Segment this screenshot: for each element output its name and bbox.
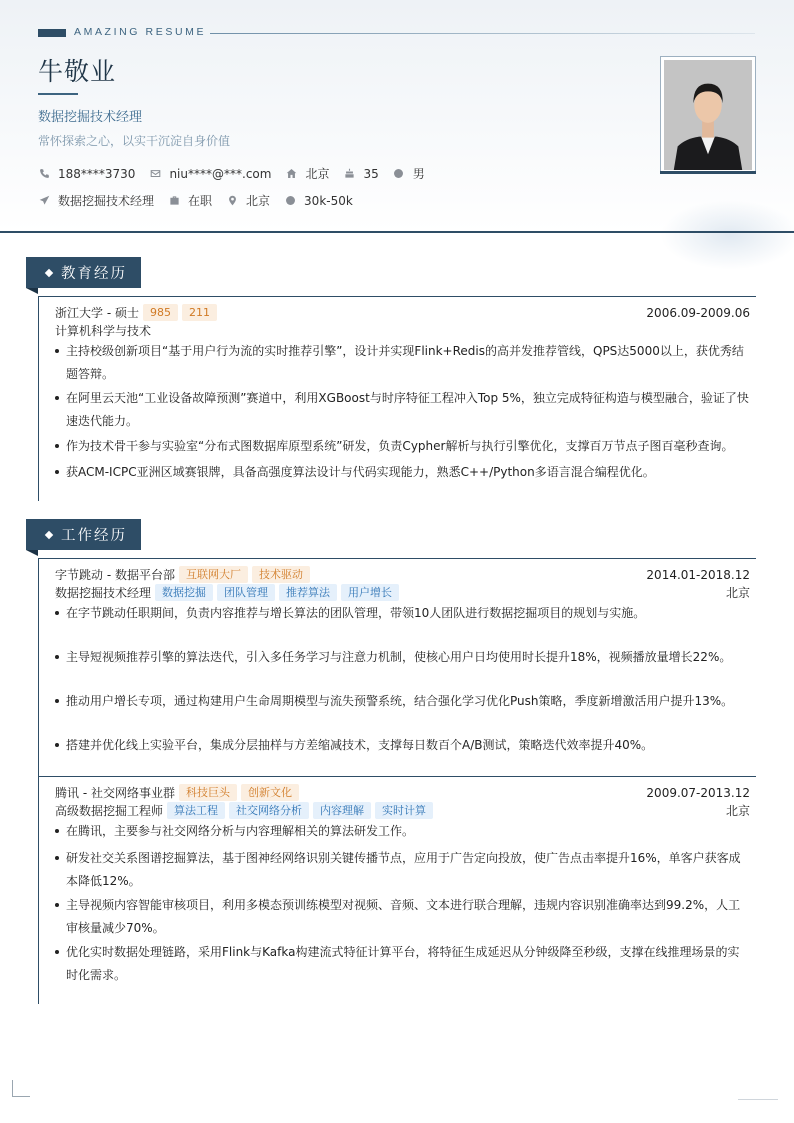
work-section-header	[26, 519, 141, 550]
profile-photo-frame	[660, 56, 756, 174]
list-item: 研发社交关系图谱挖掘算法，基于图神经网络识别关键传播节点，应用于广告定向投放，使广告点击率提升16%，单客户获客成本降低12%。	[55, 847, 750, 892]
photo-accent-bar	[660, 171, 756, 174]
contact-row	[38, 165, 439, 182]
school-name: 浙江大学 - 硕士	[55, 306, 139, 320]
mail-icon	[149, 168, 161, 180]
skill-tag: 社交网络分析	[229, 802, 309, 819]
salary-item	[284, 194, 353, 208]
send-icon	[38, 195, 50, 207]
education-heading: 教育经历	[61, 266, 127, 282]
age-item	[343, 167, 378, 181]
phone-item	[38, 167, 135, 181]
list-item: 作为技术骨干参与实验室“分布式图数据库原型系统”研发，负责Cypher解析与执行引擎优化，支撑百万节点子图百毫秒查询。	[55, 435, 750, 458]
work-position-line	[55, 584, 750, 601]
briefcase-icon	[168, 195, 180, 207]
education-headline	[55, 304, 750, 321]
list-item: 主导短视频推荐引擎的算法迭代，引入多任务学习与注意力机制，使核心用户日均使用时长提升18%，视频播放量增长22%。	[55, 646, 750, 669]
target-city-text: 北京	[246, 194, 271, 208]
skill-tag: 用户增长	[341, 584, 399, 601]
skill-tag: 实时计算	[375, 802, 433, 819]
school-tag: 211	[182, 304, 217, 321]
status-item	[168, 192, 212, 209]
candidate-title: 数据挖掘技术经理	[38, 110, 143, 125]
skill-tag: 算法工程	[167, 802, 225, 819]
major: 计算机科学与技术	[55, 324, 152, 338]
list-item: 优化实时数据处理链路，采用Flink与Kafka构建流式特征计算平台，将特征生成延迟从分钟级降至秒级，支撑在线推理场景的实时化需求。	[55, 941, 750, 986]
gender-item	[393, 165, 425, 182]
skill-tag: 推荐算法	[279, 584, 337, 601]
phone-icon	[38, 168, 50, 180]
gender-icon	[393, 168, 405, 180]
skill-tag: 数据挖掘	[155, 584, 213, 601]
intent-row	[38, 192, 367, 209]
phone-text: 188****3730	[58, 166, 136, 181]
company-name: 字节跳动 - 数据平台部	[55, 568, 175, 582]
status-text: 在职	[188, 194, 213, 208]
location-icon	[226, 195, 238, 207]
work-city: 北京	[725, 804, 750, 818]
education-entry	[38, 296, 756, 501]
page-corner-mark	[12, 1080, 30, 1097]
education-major-line	[55, 322, 750, 339]
school-tag: 985	[143, 304, 178, 321]
company-name: 腾讯 - 社交网络事业群	[55, 786, 175, 800]
work-heading: 工作经历	[61, 528, 127, 544]
work-date: 2014.01-2018.12	[646, 567, 750, 582]
list-item: 主导视频内容智能审核项目，利用多模态预训练模型对视频、音频、文本进行联合理解，违规内容识别准确率达到99.2%，人工审核量减少70%。	[55, 894, 750, 939]
city-item	[226, 192, 270, 209]
work-city: 北京	[725, 586, 750, 600]
brand-text: AMAZING RESUME	[74, 26, 207, 38]
company-tag: 互联网大厂	[179, 566, 248, 583]
cake-icon	[343, 168, 355, 180]
company-tag: 创新文化	[241, 784, 299, 801]
position-name: 高级数据挖掘工程师	[55, 804, 164, 818]
gender-text: 男	[412, 167, 425, 181]
candidate-name: 牛敬业	[38, 57, 117, 86]
header-divider	[0, 231, 794, 233]
work-headline	[55, 784, 750, 801]
diamond-icon	[45, 530, 53, 538]
position-name: 数据挖掘技术经理	[55, 586, 152, 600]
hometown-text: 北京	[305, 167, 330, 181]
list-item: 在字节跳动任职期间，负责内容推荐与增长算法的团队管理，带领10人团队进行数据挖掘项目的规划与实施。	[55, 602, 750, 625]
list-item: 搭建并优化线上实验平台，集成分层抽样与方差缩减技术，支撑每日数百个A/B测试，策略迭代效率提升40%。	[55, 734, 750, 757]
skill-tag: 团队管理	[217, 584, 275, 601]
position-item	[38, 192, 154, 209]
company-tag: 科技巨头	[179, 784, 237, 801]
home-icon	[285, 168, 297, 180]
list-item: 在腾讯，主要参与社交网络分析与内容理解相关的算法研发工作。	[55, 820, 750, 843]
work-entry-bytedance	[38, 558, 756, 776]
candidate-motto: 常怀探索之心，以实干沉淀自身价值	[38, 134, 231, 148]
work-date: 2009.07-2013.12	[646, 785, 750, 800]
skill-tag: 内容理解	[313, 802, 371, 819]
work-entry-tencent	[38, 776, 756, 1004]
brand-rule	[210, 33, 755, 34]
education-date: 2006.09-2009.06	[646, 305, 750, 320]
company-tag: 技术驱动	[252, 566, 310, 583]
target-position-text: 数据挖掘技术经理	[58, 194, 155, 208]
page-corner-rule	[738, 1099, 778, 1100]
list-item: 推动用户增长专项，通过构建用户生命周期模型与流失预警系统，结合强化学习优化Push策略，季度新增激活用户提升13%。	[55, 690, 750, 713]
email-item	[149, 167, 271, 181]
profile-photo	[664, 60, 752, 170]
hometown-item	[285, 165, 329, 182]
coin-icon	[284, 195, 296, 207]
education-section-header	[26, 257, 141, 288]
name-underline	[38, 93, 78, 95]
email-text: niu****@***.com	[169, 166, 272, 181]
list-item: 主持校级创新项目“基于用户行为流的实时推荐引擎”，设计并实现Flink+Redis的高并发推荐管线，QPS达5000以上，获优秀结题答辩。	[55, 340, 750, 385]
work-headline	[55, 566, 750, 583]
salary-text: 30k-50k	[304, 193, 353, 208]
age-text: 35	[363, 166, 379, 181]
list-item: 获ACM-ICPC亚洲区域赛银牌，具备高强度算法设计与代码实现能力，熟悉C++/Python多语言混合编程优化。	[55, 461, 750, 484]
diamond-icon	[45, 268, 53, 276]
header-glow	[660, 200, 794, 270]
work-position-line	[55, 802, 750, 819]
list-item: 在阿里云天池“工业设备故障预测”赛道中，利用XGBoost与时序特征工程冲入Top 5%，独立完成特征构造与模型融合，验证了快速迭代能力。	[55, 387, 750, 432]
brand-mark	[38, 29, 66, 37]
